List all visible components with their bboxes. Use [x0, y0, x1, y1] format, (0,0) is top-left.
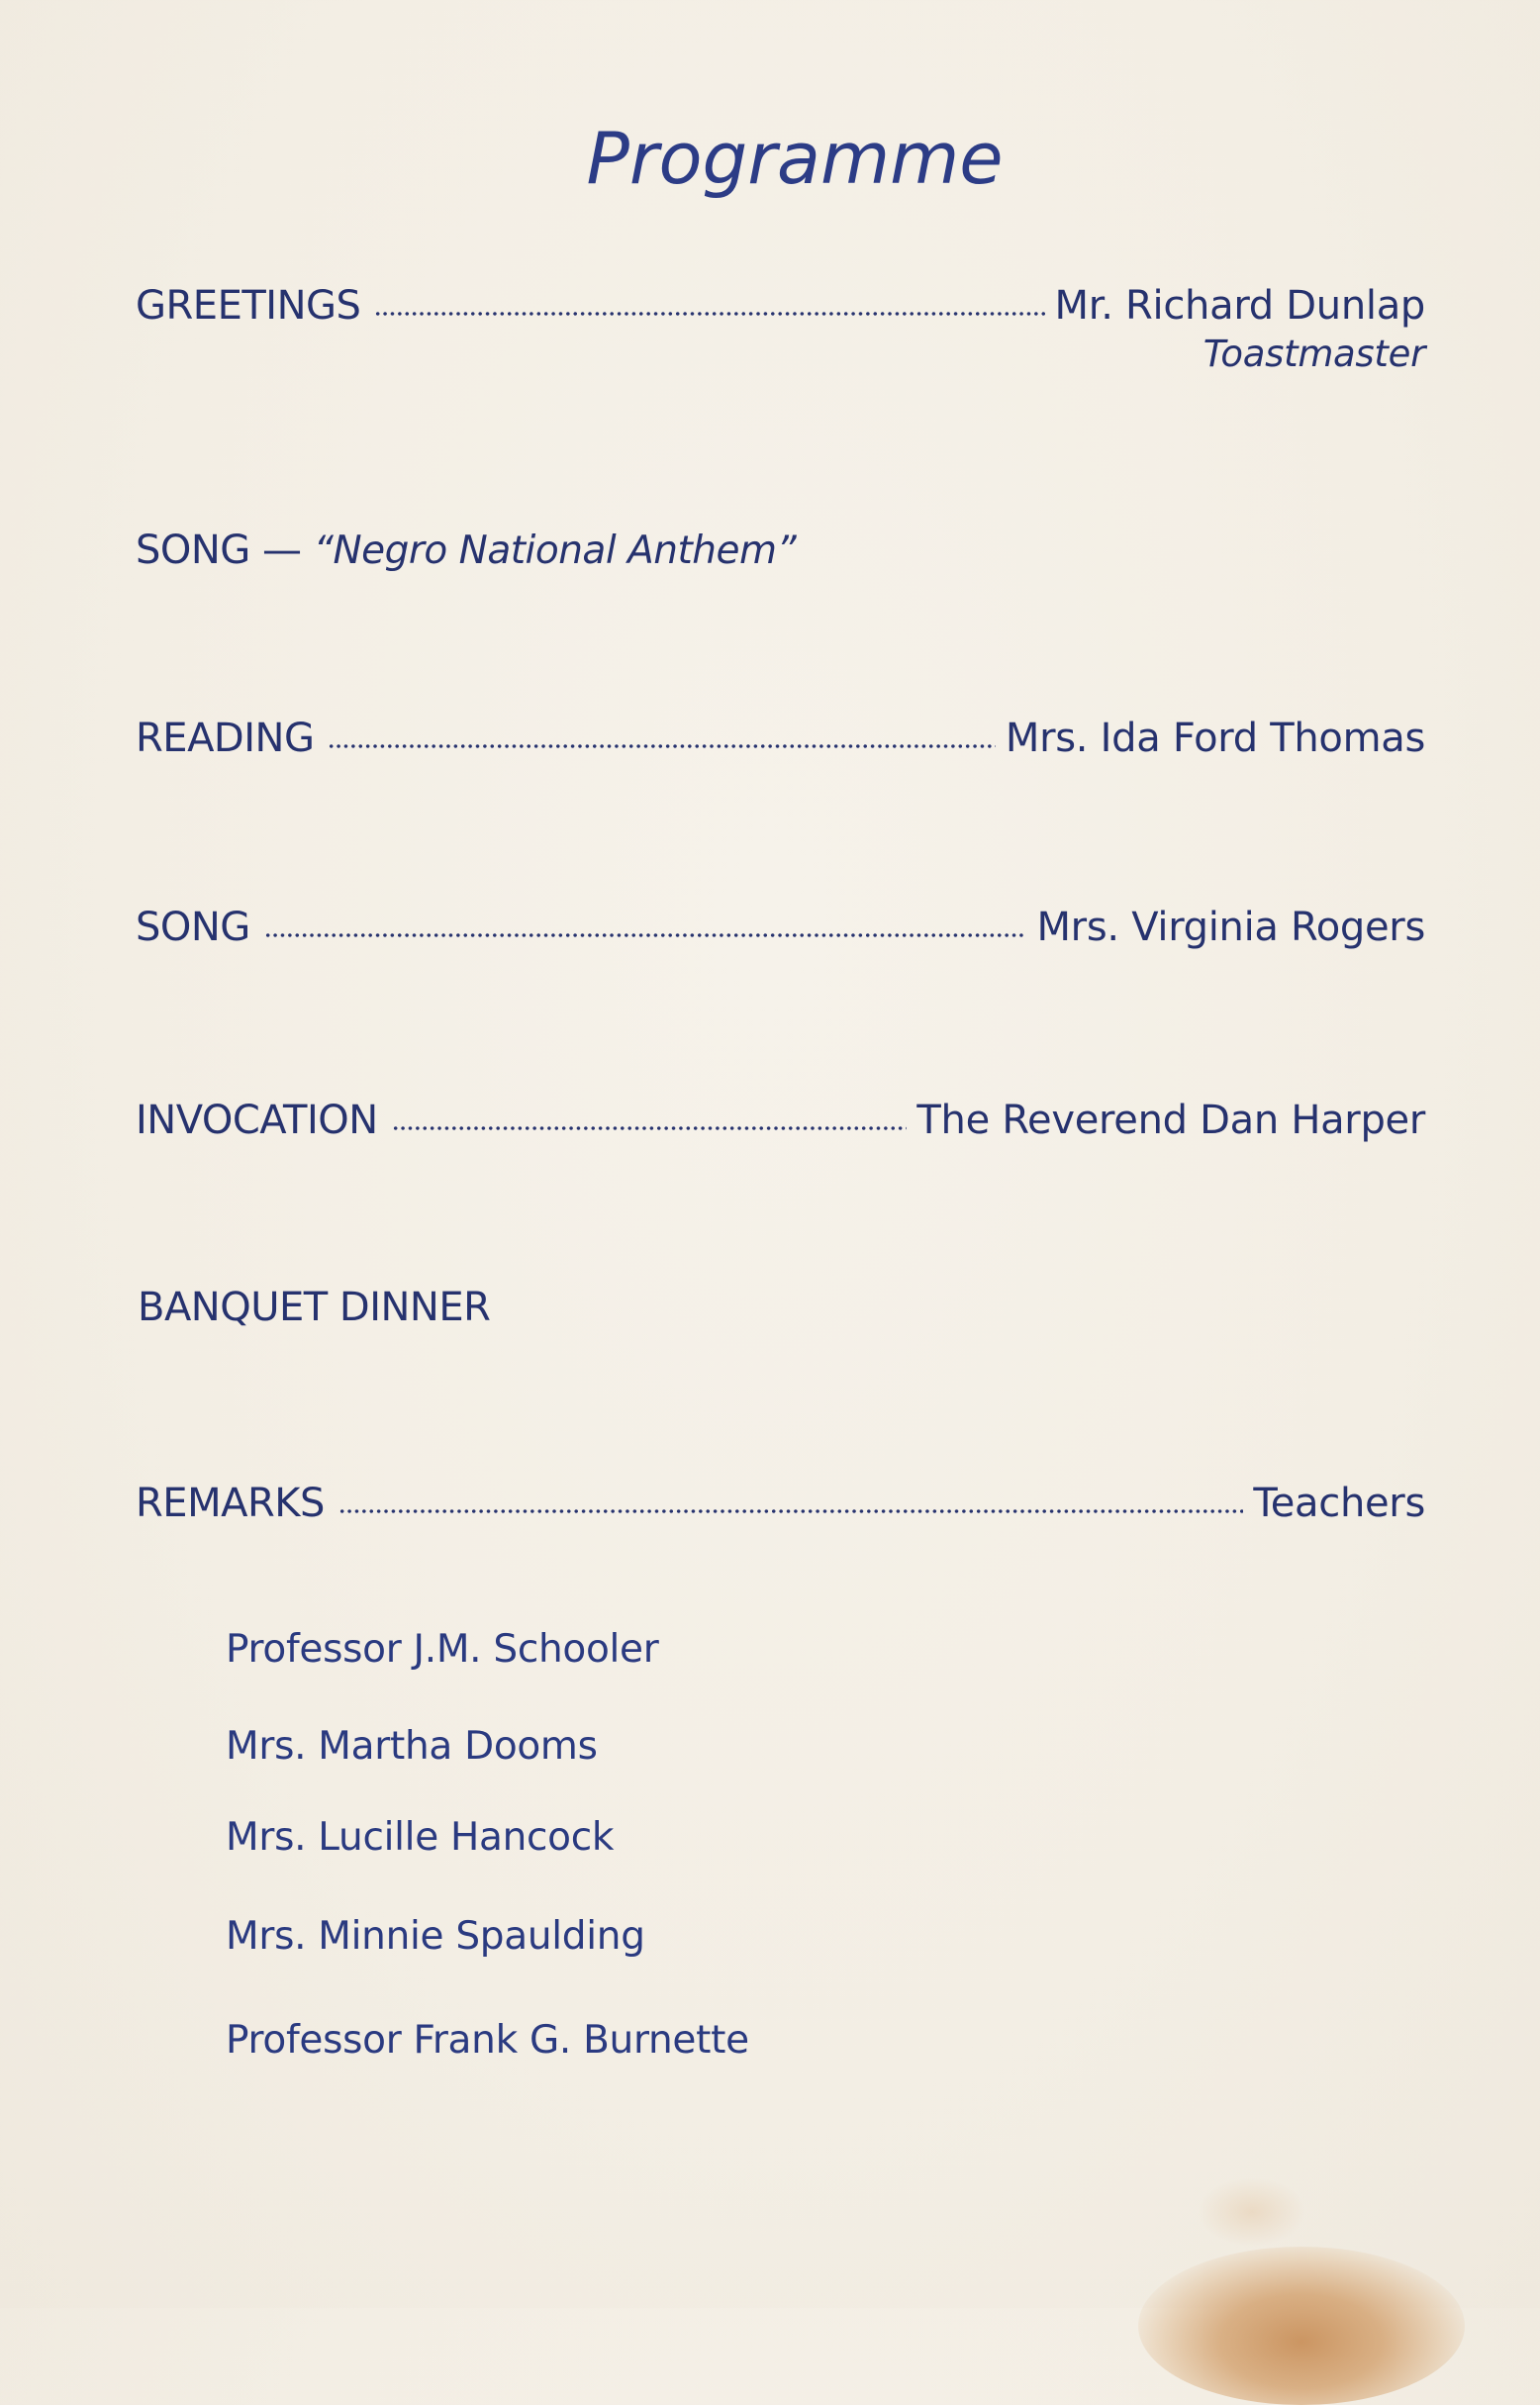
programme-item-invocation — [136, 1097, 1425, 1144]
item-dash: — — [249, 528, 314, 573]
teacher-name: Mrs. Lucille Hancock — [226, 1815, 615, 1860]
programme-item-remarks — [136, 1480, 1425, 1527]
item-performer: Teachers — [1253, 1481, 1425, 1526]
teacher-name: Mrs. Minnie Spaulding — [226, 1914, 645, 1959]
teacher-name: Professor Frank G. Burnette — [226, 2018, 749, 2063]
item-performer: Mr. Richard Dunlap — [1054, 283, 1425, 329]
paper-stain — [1138, 2247, 1465, 2405]
song-title: “Negro National Anthem” — [313, 529, 797, 573]
item-performer: The Reverend Dan Harper — [916, 1098, 1425, 1143]
programme-item-song-anthem — [136, 527, 796, 575]
item-label: REMARKS — [136, 1481, 325, 1526]
item-performer: Mrs. Ida Ford Thomas — [1005, 716, 1425, 761]
item-label: READING — [136, 716, 315, 761]
dot-leader — [264, 932, 1027, 938]
item-role: Toastmaster — [1203, 333, 1425, 375]
teacher-name: Professor J.M. Schooler — [226, 1627, 659, 1672]
paper-stain-speck — [1198, 2177, 1306, 2247]
item-label: SONG — [136, 905, 250, 950]
programme-item-reading — [136, 715, 1425, 762]
item-label: GREETINGS — [136, 283, 361, 329]
teacher-name: Mrs. Martha Dooms — [226, 1724, 598, 1769]
programme-item-greetings — [136, 282, 1425, 330]
dot-leader — [374, 311, 1044, 317]
item-performer: Mrs. Virginia Rogers — [1036, 905, 1425, 950]
programme-item-banquet: BANQUET DINNER — [138, 1285, 491, 1330]
dot-leader — [392, 1125, 908, 1131]
dot-leader — [328, 743, 995, 749]
item-label: SONG — [136, 528, 250, 573]
page-title: Programme — [586, 117, 1004, 200]
dot-leader — [338, 1508, 1244, 1514]
programme-item-song — [136, 904, 1425, 951]
item-label: INVOCATION — [136, 1098, 378, 1143]
